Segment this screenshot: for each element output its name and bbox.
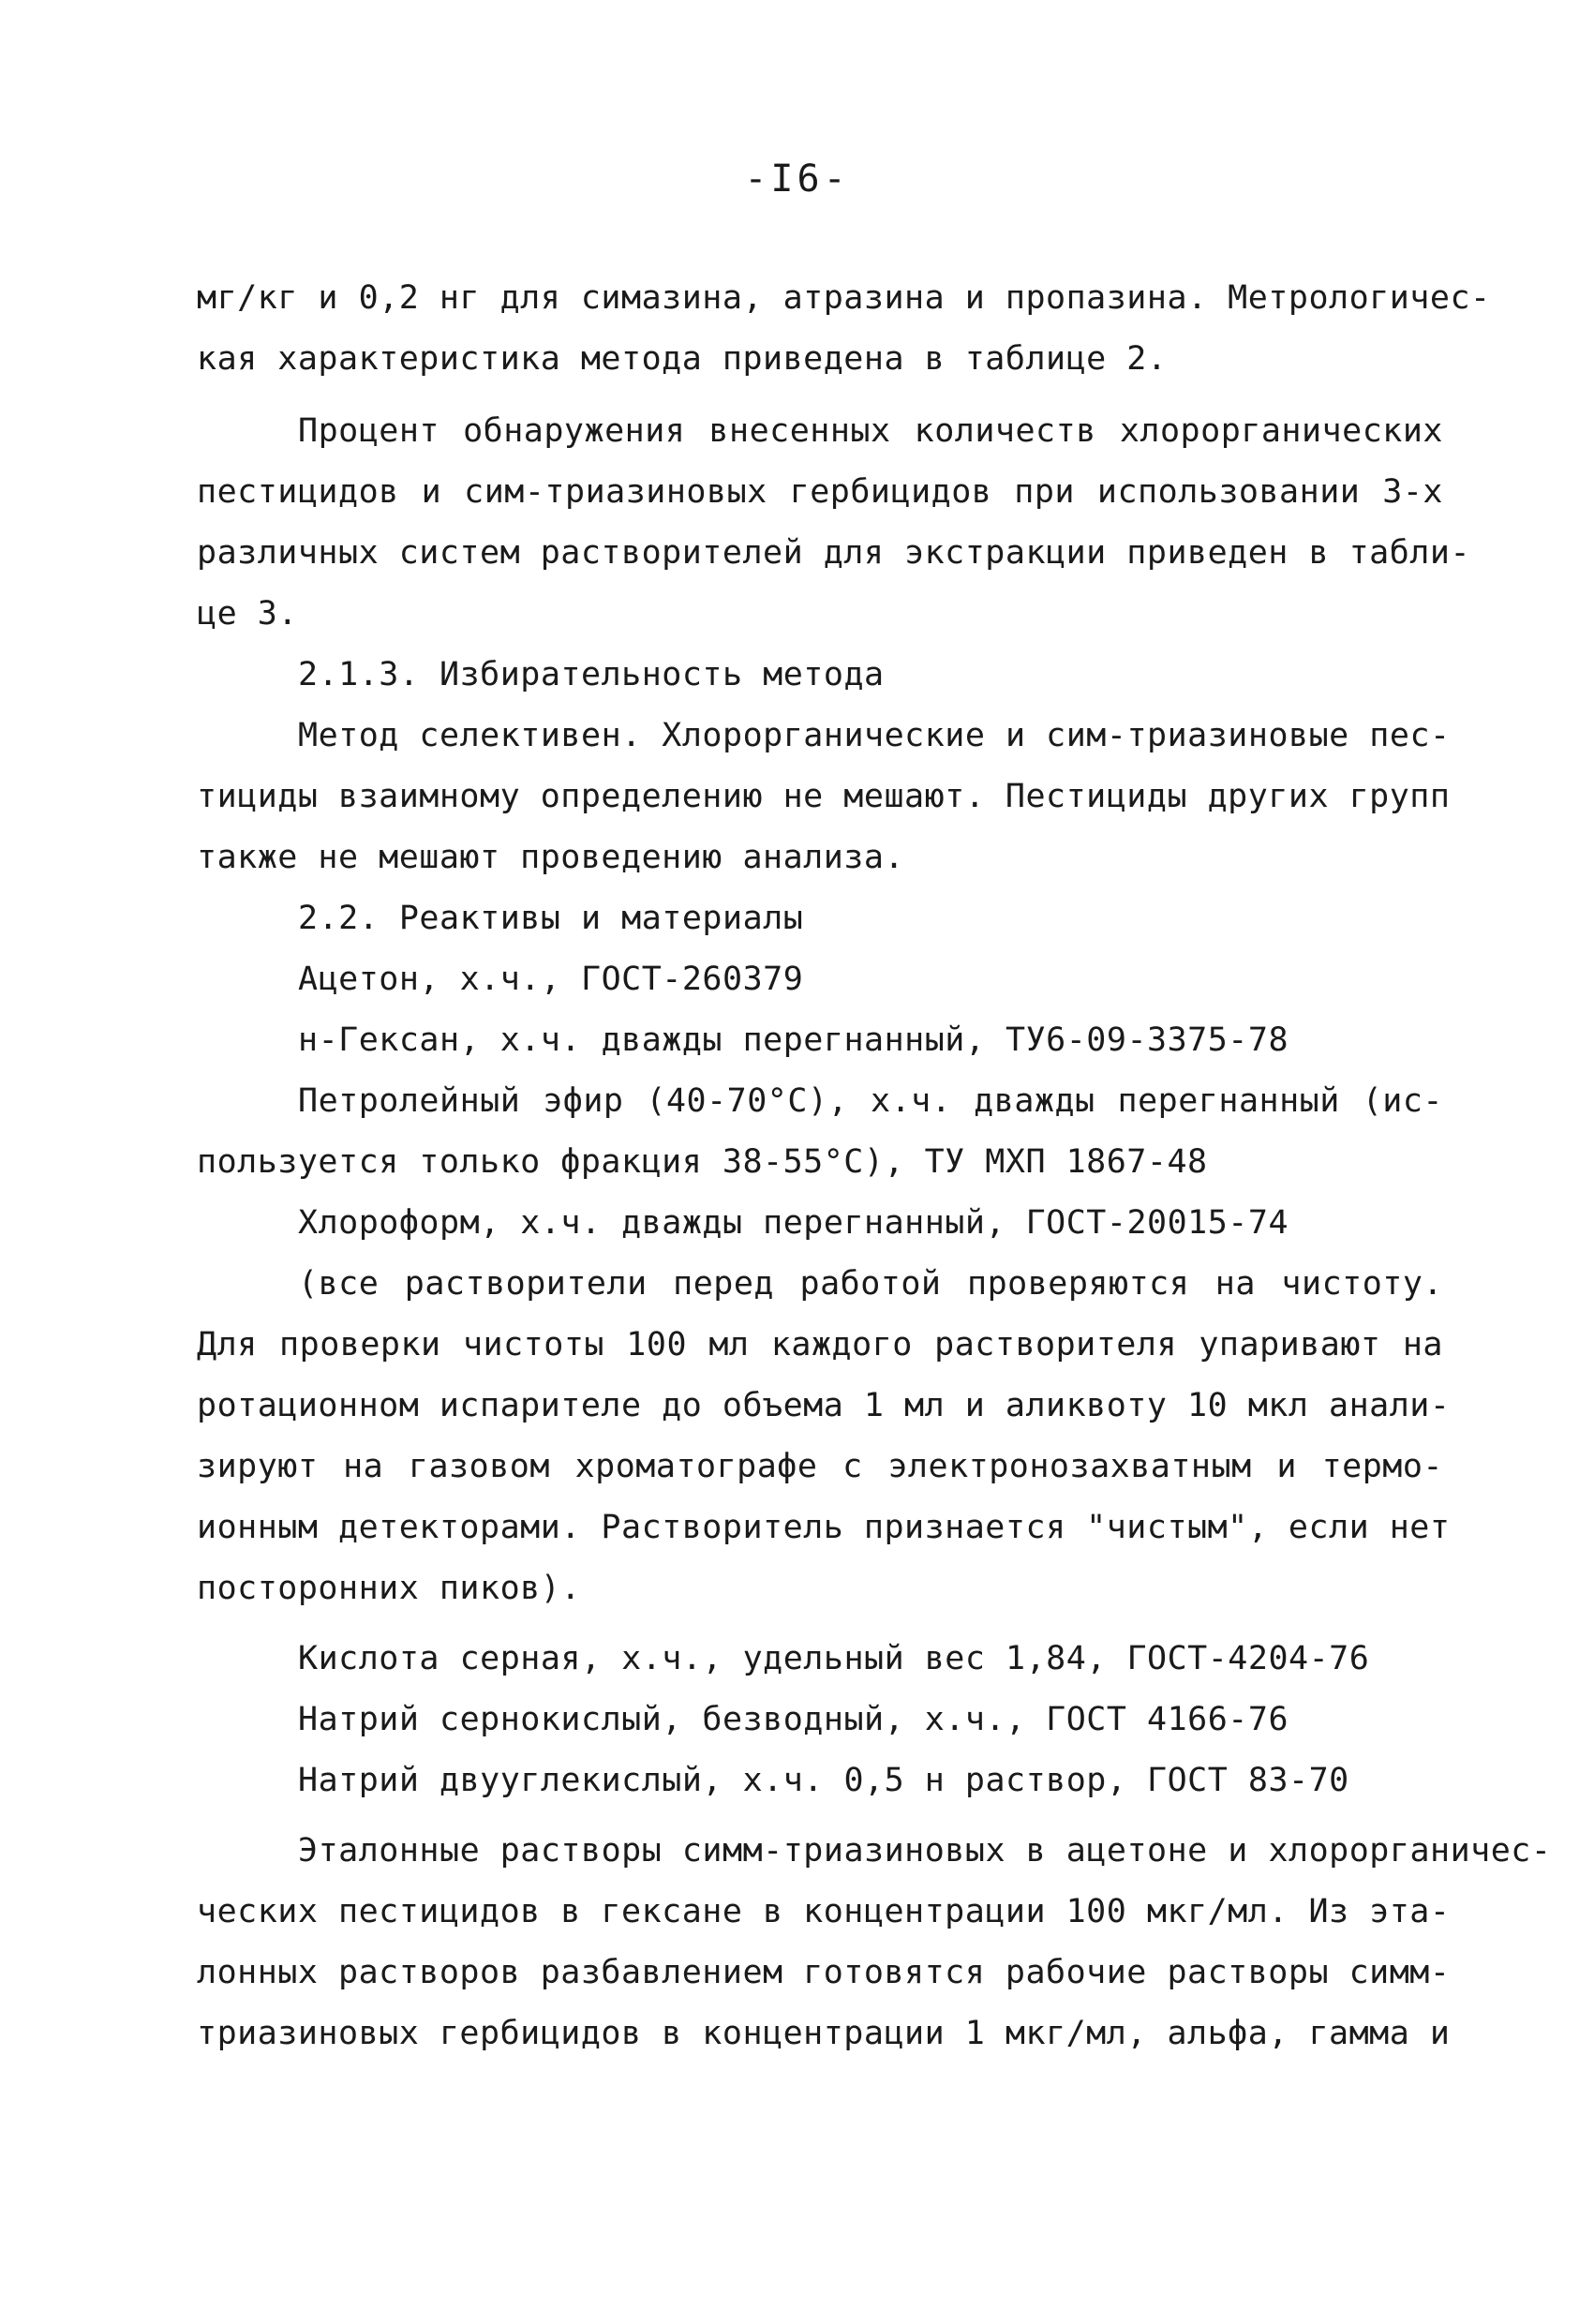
reagent-item: Кислота серная, х.ч., удельный вес 1,84, ГОСТ-4204-76 [298,1640,1370,1677]
reagent-item: Хлороформ, х.ч. дважды перегнанный, ГОСТ-20015-74 [298,1204,1289,1242]
text-line: Эталонные растворы симм-триазиновых в ацетоне и хлорорганичес- [298,1832,1552,1870]
text-line: различных систем растворителей для экстракции приведен в табли- [197,534,1471,572]
text-line: пользуется только фракция 38-55°С), ТУ МХП 1867-48 [197,1143,1208,1181]
text-line: це 3. [197,595,298,633]
text-line: Метод селективен. Хлорорганические и сим-триазиновые пес- [298,717,1451,754]
text-line: ионным детекторами. Растворитель признается "чистым", если нет [197,1509,1451,1546]
reagent-item: Натрий сернокислый, безводный, х.ч., ГОСТ 4166-76 [298,1701,1289,1738]
text-line: тициды взаимному определению не мешают. Пестициды других групп [197,778,1451,815]
reagent-item: н-Гексан, х.ч. дважды перегнанный, ТУ6-09-3375-78 [298,1021,1289,1059]
reagent-item: Ацетон, х.ч., ГОСТ-260379 [298,961,804,998]
text-line: Для проверки чистоты 100 мл каждого растворителя упаривают на [197,1326,1443,1363]
page-number: -I6- [744,157,850,201]
text-line: ротационном испарителе до объема 1 мл и аликвоту 10 мкл анали- [197,1387,1451,1424]
text-line: триазиновых гербицидов в концентрации 1 мкг/мл, альфа, гамма и [197,2015,1451,2052]
section-heading: 2.1.3. Избирательность метода [298,656,885,693]
text-line: кая характеристика метода приведена в таблице 2. [197,340,1168,378]
text-line: посторонних пиков). [197,1570,581,1607]
reagent-item: Петролейный эфир (40-70°С), х.ч. дважды перегнанный (ис- [298,1082,1443,1120]
text-line: (все растворители перед работой проверяются на чистоту. [298,1265,1443,1303]
reagent-item: Натрий двууглекислый, х.ч. 0,5 н раствор, ГОСТ 83-70 [298,1762,1349,1799]
text-line: также не мешают проведению анализа. [197,839,905,876]
text-line: пестицидов и сим-триазиновых гербицидов при использовании 3-х [197,473,1443,511]
text-line: зируют на газовом хроматографе с электронозахватным и термо- [197,1448,1443,1485]
text-line: Процент обнаружения внесенных количеств хлорорганических [298,412,1443,450]
text-line: ческих пестицидов в гексане в концентрации 100 мкг/мл. Из эта- [197,1893,1451,1930]
text-line: мг/кг и 0,2 нг для симазина, атразина и пропазина. Метрологичес- [197,279,1491,317]
text-line: лонных растворов разбавлением готовятся рабочие растворы симм- [197,1954,1451,1991]
section-heading: 2.2. Реактивы и материалы [298,900,804,937]
